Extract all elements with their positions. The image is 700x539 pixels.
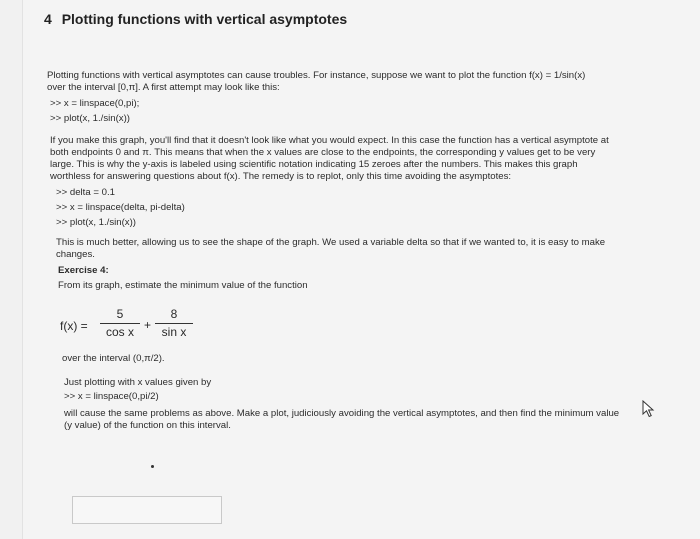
explanation-line-3: large. This is why the y-axis is labeled using scientific notation indicating 15 zeroes after the numbers. This makes this graph	[50, 159, 578, 170]
fraction-sin-numerator: 8	[170, 307, 178, 321]
code-line-linspace-delta: >> x = linspace(delta, pi-delta)	[56, 202, 185, 213]
instruction-line-1: will cause the same problems as above. Make a plot, judiciously avoiding the vertical asymptotes, and then find the minimum value	[64, 408, 620, 419]
code-line-linspace: >> x = linspace(0,pi);	[50, 98, 140, 109]
exercise-label: Exercise 4:	[58, 265, 109, 276]
explanation-line-1: If you make this graph, you'll find that it doesn't look like what you would expect. In this case the function has a vertical asymptote at	[50, 135, 609, 146]
fraction-cos-denominator: cos x	[105, 325, 134, 339]
code-line-delta: >> delta = 0.1	[56, 187, 115, 198]
section-heading	[44, 11, 353, 27]
fraction-sin	[155, 307, 193, 339]
formula-plus: +	[144, 318, 152, 332]
stray-dot	[151, 465, 154, 468]
code-line-replot: >> plot(x, 1./sin(x))	[56, 217, 136, 228]
fraction-cos-numerator: 5	[116, 307, 124, 321]
fraction-sin-denominator: sin x	[161, 325, 187, 339]
answer-input-box[interactable]	[72, 496, 222, 524]
intro-line-2: over the interval [0,π]. A first attempt may look like this:	[47, 82, 280, 93]
hint-line-1: Just plotting with x values given by	[64, 377, 212, 388]
better-line-2: changes.	[56, 249, 95, 260]
code-line-plot: >> plot(x, 1./sin(x))	[50, 113, 130, 124]
section-number: 4	[44, 11, 52, 27]
code-line-linspace-half: >> x = linspace(0,pi/2)	[64, 391, 159, 402]
section-title: Plotting functions with vertical asymptotes	[61, 11, 348, 27]
explanation-line-4: worthless for answering questions about f(x). The remedy is to replot, only this time avoiding the asymptotes:	[50, 171, 512, 182]
formula-lhs: f(x) =	[60, 319, 88, 333]
intro-line-1: Plotting functions with vertical asymptotes can cause troubles. For instance, suppose we want to plot the function f(x) = 1/sin(x)	[47, 70, 586, 81]
function-formula	[60, 305, 210, 345]
instruction-line-2: (y value) of the function on this interval.	[64, 420, 231, 431]
fraction-cos	[100, 307, 140, 339]
interval-line: over the interval (0,π/2).	[62, 353, 165, 364]
better-line-1: This is much better, allowing us to see the shape of the graph. We used a variable delta so that if we wanted to, it is easy to make	[56, 237, 606, 248]
exercise-prompt: From its graph, estimate the minimum value of the function	[58, 280, 308, 291]
mouse-pointer-icon	[642, 400, 656, 418]
explanation-line-2: both endpoints 0 and π. This means that when the x values are close to the endpoints, the corresponding y values get to be very	[50, 147, 596, 158]
